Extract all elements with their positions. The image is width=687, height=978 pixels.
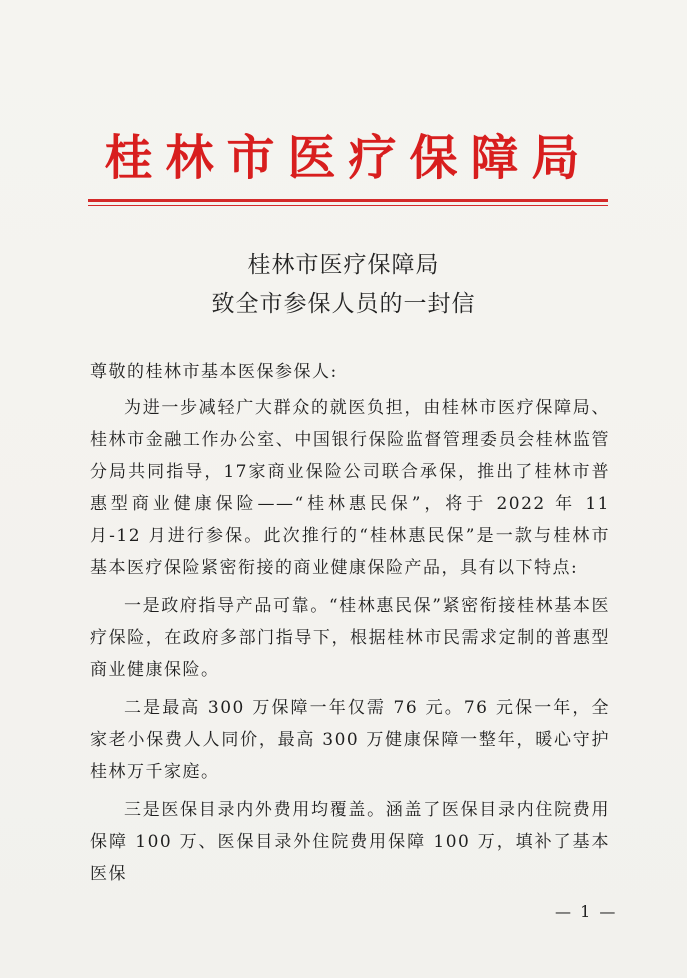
document-title-line-1: 桂林市医疗保障局: [247, 252, 440, 278]
document-title-line-2: 致全市参保人员的一封信: [211, 291, 476, 317]
paragraph-feature-1: 一是政府指导产品可靠。“桂林惠民保”紧密衔接桂林基本医疗保险，在政府多部门指导下，根据桂林市民需求定制的普惠型商业健康保险。: [90, 596, 610, 680]
paragraph-feature-2: 二是最高 300 万保障一年仅需 76 元。76 元保一年，全家老小保费人人同价，最高 300 万健康保障一整年，暖心守护桂林万千家庭。: [90, 698, 610, 782]
letterhead-red-line-thick: [88, 199, 608, 202]
page-number: — 1 —: [555, 902, 618, 921]
letter-body: [90, 356, 610, 896]
letterhead: 桂林市医疗保障局: [104, 130, 593, 186]
paragraph-intro: 为进一步减轻广大群众的就医负担，由桂林市医疗保障局、桂林市金融工作办公室、中国银行保险监督管理委员会桂林监管分局共同指导，17家商业保险公司联合承保，推出了桂林市普惠型商业健康保险——“桂林惠民保”，将于 2022 年 11 月-12 月进行参保。此次推行的“桂林惠民保”是一款与桂林市基本医疗保险紧密衔接的商业健康保险产品，具有以下特点:: [90, 398, 610, 578]
paragraph-feature-3: 三是医保目录内外费用均覆盖。涵盖了医保目录内住院费用保障 100 万、医保目录外住院费用保障 100 万，填补了基本医保: [90, 800, 610, 884]
letterhead-red-line-thin: [88, 205, 608, 206]
salutation: 尊敬的桂林市基本医保参保人:: [90, 362, 338, 382]
